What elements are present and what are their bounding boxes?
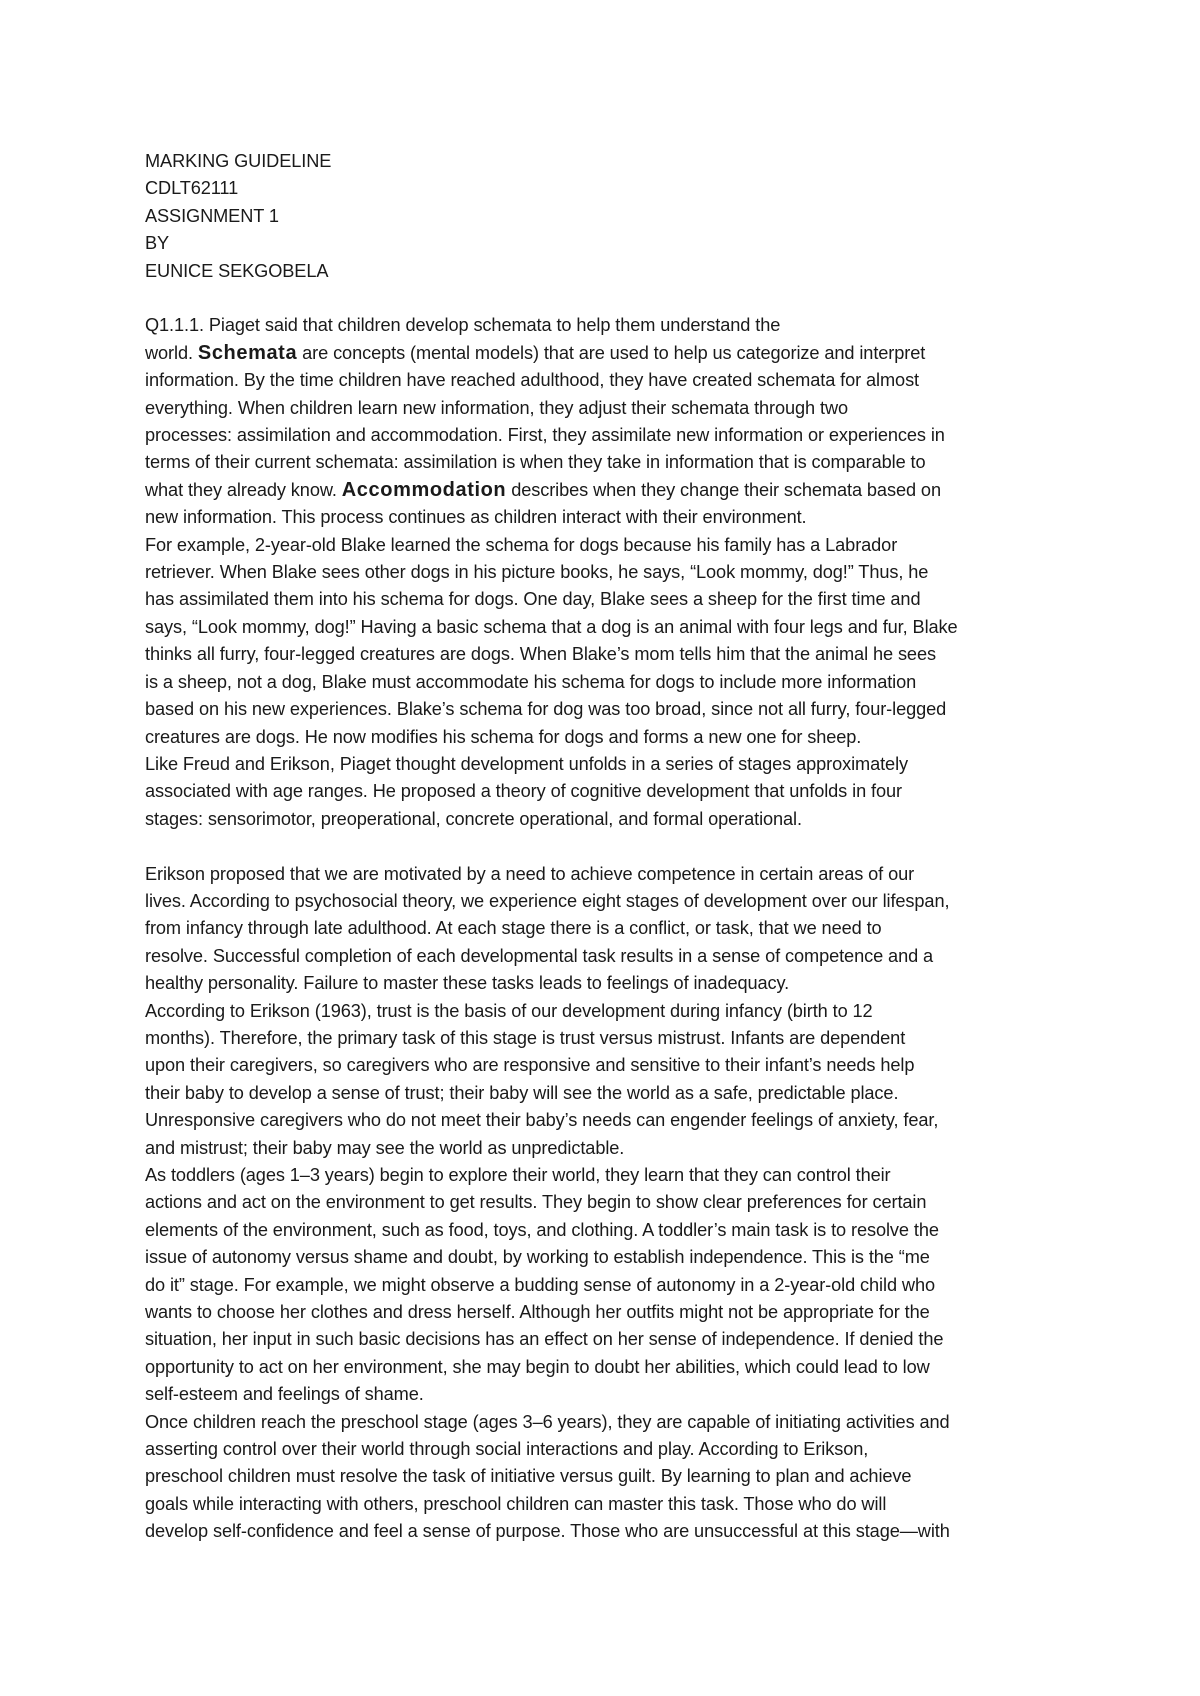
paragraph-line: issue of autonomy versus shame and doubt, by working to establish independence. This is the “me [145,1247,930,1268]
autonomy-paragraph [145,1162,1065,1409]
paragraph-line: months). Therefore, the primary task of this stage is trust versus mistrust. Infants are dependent [145,1027,906,1048]
document-body [145,148,1065,1546]
paragraph-line: and mistrust; their baby may see the world as unpredictable. [145,1137,625,1158]
assignment-label: ASSIGNMENT 1 [145,205,279,226]
paragraph-line [145,477,1065,504]
paragraph-line: their baby to develop a sense of trust; their baby will see the world as a safe, predictable place. [145,1082,899,1103]
paragraph-line: terms of their current schemata: assimilation is when they take in information that is comparable to [145,452,926,473]
trust-paragraph [145,998,1065,1162]
paragraph-line [145,340,1065,367]
paragraph-line: associated with age ranges. He proposed a theory of cognitive development that unfolds in four [145,781,902,802]
by-label: BY [145,233,170,254]
course-code: CDLT62111 [145,178,239,199]
paragraph-line: As toddlers (ages 1–3 years) begin to explore their world, they learn that they can control their [145,1165,891,1185]
paragraph-line: thinks all furry, four-legged creatures are dogs. When Blake’s mom tells him that the animal he sees [145,644,936,665]
paragraph-line: Q1.1.1. Piaget said that children develop schemata to help them understand the [145,315,781,336]
paragraph-line: has assimilated them into his schema for dogs. One day, Blake sees a sheep for the first time and [145,589,921,610]
paragraph-line: preschool children must resolve the task of initiative versus guilt. By learning to plan and achieve [145,1466,912,1487]
paragraph-line: elements of the environment, such as food, toys, and clothing. A toddler’s main task is to resolve the [145,1219,939,1240]
paragraph-line: Like Freud and Erikson, Piaget thought development unfolds in a series of stages approximately [145,753,909,774]
paragraph-line: Once children reach the preschool stage (ages 3–6 years), they are capable of initiating activities and [145,1411,950,1432]
paragraph-line: from infancy through late adulthood. At each stage there is a conflict, or task, that we need to [145,918,882,939]
paragraph-line: information. By the time children have reached adulthood, they have created schemata for almost [145,370,920,391]
text-run: what they already know. [145,479,342,500]
paragraph-line: creatures are dogs. He now modifies his schema for dogs and forms a new one for sheep. [145,726,862,747]
paragraph-line: goals while interacting with others, preschool children can master this task. Those who do will [145,1493,887,1514]
paragraph-spacer [145,833,1065,860]
paragraph-line: According to Erikson (1963), trust is the basis of our development during infancy (birth to 12 [145,1000,873,1021]
schemata-term: Schemata [197,341,298,364]
paragraph-line: asserting control over their world through social interactions and play. According to Erikson, [145,1439,869,1460]
paragraph-line: For example, 2-year-old Blake learned the schema for dogs because his family has a Labrador [145,534,898,555]
paragraph-line: upon their caregivers, so caregivers who are responsive and sensitive to their infant’s needs help [145,1055,915,1076]
paragraph-line: new information. This process continues as children interact with their environment. [145,507,807,528]
paragraph-line: actions and act on the environment to get results. They begin to show clear preferences for certain [145,1192,927,1213]
blake-example-paragraph [145,532,1065,751]
paragraph-line: based on his new experiences. Blake’s schema for dog was too broad, since not all furry, four-legged [145,699,947,720]
text-run: are concepts (mental models) that are used to help us categorize and interpret [297,342,926,363]
paragraph-line: everything. When children learn new information, they adjust their schemata through two [145,397,849,418]
initiative-paragraph [145,1409,1065,1546]
paragraph-line: do it” stage. For example, we might observe a budding sense of autonomy in a 2-year-old child who [145,1274,935,1295]
paragraph-line: self-esteem and feelings of shame. [145,1384,424,1405]
paragraph-line: healthy personality. Failure to master these tasks leads to feelings of inadequacy. [145,973,790,994]
author-name: EUNICE SEKGOBELA [145,260,329,281]
piaget-stages-paragraph [145,751,1065,833]
paragraph-line: stages: sensorimotor, preoperational, concrete operational, and formal operational. [145,808,802,829]
text-run: describes when they change their schemata based on [506,479,941,500]
paragraph-line: situation, her input in such basic decisions has an effect on her sense of independence. If denied the [145,1329,944,1350]
paragraph-line: Unresponsive caregivers who do not meet their baby’s needs can engender feelings of anxiety, fear, [145,1110,939,1131]
paragraph-line: retriever. When Blake sees other dogs in his picture books, he says, “Look mommy, dog!” Thus, he [145,562,929,583]
document-header [145,148,1065,285]
accommodation-term: Accommodation [341,478,507,501]
paragraph-line: lives. According to psychosocial theory, we experience eight stages of development over our lifespan, [145,890,950,911]
paragraph-line: resolve. Successful completion of each developmental task results in a sense of competence and a [145,945,934,966]
question-1-1-1-paragraph [145,312,1065,531]
paragraph-line: develop self-confidence and feel a sense of purpose. Those who are unsuccessful at this stage—with [145,1521,950,1542]
paragraph-line: opportunity to act on her environment, she may begin to doubt her abilities, which could lead to low [145,1356,930,1377]
paragraph-line: processes: assimilation and accommodation. First, they assimilate new information or experiences in [145,425,945,446]
erikson-intro-paragraph [145,861,1065,998]
paragraph-line: says, “Look mommy, dog!” Having a basic schema that a dog is an animal with four legs and fur, Blake [145,616,958,637]
text-run: world. [145,342,198,363]
paragraph-line: wants to choose her clothes and dress herself. Although her outfits might not be appropriate for the [145,1302,930,1323]
paragraph-line: is a sheep, not a dog, Blake must accommodate his schema for dogs to include more information [145,671,917,692]
document-title: MARKING GUIDELINE [145,151,332,171]
paragraph-line: Erikson proposed that we are motivated by a need to achieve competence in certain areas of our [145,863,915,884]
